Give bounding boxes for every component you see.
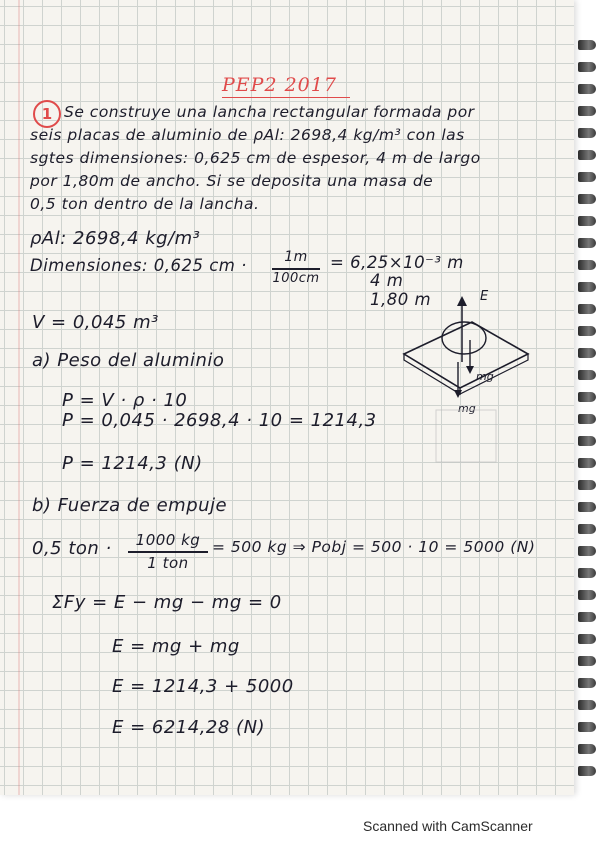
mg-label-1: mg: [476, 370, 494, 383]
spiral-ring: [578, 524, 596, 534]
dimensions-length: 4 m: [370, 271, 404, 290]
problem-number: 1: [33, 100, 61, 128]
page-title: PEP2 2017: [222, 74, 337, 96]
spiral-ring: [578, 414, 596, 424]
statement-line-3: sgtes dimensiones: 0,625 cm de espesor, 4 m de largo: [30, 149, 481, 167]
spiral-ring: [578, 590, 596, 600]
statement-line-5: 0,5 ton dentro de la lancha.: [30, 195, 260, 213]
spiral-ring: [578, 348, 596, 358]
spiral-ring: [578, 678, 596, 688]
spiral-ring: [578, 172, 596, 182]
notebook-spiral: [574, 40, 599, 800]
spiral-ring: [578, 84, 596, 94]
spiral-ring: [578, 546, 596, 556]
spiral-ring: [578, 238, 596, 248]
spiral-ring: [578, 326, 596, 336]
spiral-ring: [578, 260, 596, 270]
scanner-watermark: Scanned with CamScanner: [363, 818, 533, 834]
spiral-ring: [578, 700, 596, 710]
spiral-ring: [578, 480, 596, 490]
spiral-ring: [578, 392, 596, 402]
buoyancy-arrow-head: [457, 296, 467, 306]
part-a-substitution: P = 0,045 · 2698,4 · 10 = 1214,3: [62, 410, 377, 431]
spiral-ring: [578, 150, 596, 160]
lancha-plate: [404, 322, 528, 388]
spiral-ring: [578, 656, 596, 666]
dimensions-fraction-den: 100cm: [272, 271, 320, 286]
dimensions-fraction-bar: [272, 268, 320, 270]
buoyancy-label: E: [480, 289, 489, 304]
statement-line-4: por 1,80m de ancho. Si se deposita una masa de: [30, 172, 434, 190]
dimensions-fraction-num: 1m: [284, 249, 308, 265]
part-a-result: P = 1214,3 (N): [62, 453, 203, 474]
spiral-ring: [578, 62, 596, 72]
spiral-ring: [578, 568, 596, 578]
dimensions-label: Dimensiones: 0,625 cm ·: [30, 256, 247, 275]
spiral-ring: [578, 106, 596, 116]
page-margin: [18, 0, 20, 795]
spiral-ring: [578, 502, 596, 512]
spiral-ring: [578, 634, 596, 644]
statement-line-1: Se construye una lancha rectangular formada por: [64, 103, 475, 121]
spiral-ring: [578, 282, 596, 292]
part-b-mass-result: = 500 kg ⇒ Pobj = 500 · 10 = 5000 (N): [212, 538, 536, 556]
spiral-ring: [578, 766, 596, 776]
part-b-fraction-bar: [128, 551, 208, 553]
spiral-ring: [578, 194, 596, 204]
volume-line: V = 0,045 m³: [32, 312, 159, 333]
mg-label-2: mg: [458, 402, 476, 415]
dimensions-width: 1,80 m: [370, 290, 432, 309]
free-body-diagram: [392, 282, 532, 472]
spiral-ring: [578, 304, 596, 314]
spiral-ring: [578, 436, 596, 446]
part-a-heading: a) Peso del aluminio: [32, 350, 225, 371]
part-b-fraction-den: 1 ton: [147, 554, 189, 572]
mass-block: [442, 322, 486, 354]
part-b-mass-start: 0,5 ton ·: [32, 538, 112, 559]
spiral-ring: [578, 40, 596, 50]
faint-box: [436, 410, 496, 462]
spiral-ring: [578, 612, 596, 622]
spiral-ring: [578, 458, 596, 468]
part-b-fraction-num: 1000 kg: [135, 531, 201, 549]
part-b-sum-forces: ΣFy = E − mg − mg = 0: [52, 592, 282, 613]
part-a-formula: P = V · ρ · 10: [62, 390, 188, 411]
part-b-eq2: E = 1214,3 + 5000: [112, 676, 294, 697]
spiral-ring: [578, 370, 596, 380]
part-b-eq1: E = mg + mg: [112, 636, 240, 657]
statement-line-2: seis placas de aluminio de ρAl: 2698,4 kg/m³ con las: [30, 126, 465, 144]
mg-arrow-1-head: [466, 366, 474, 374]
dimensions-result: = 6,25×10⁻³ m: [330, 253, 464, 272]
part-b-eq3: E = 6214,28 (N): [112, 717, 266, 738]
part-b-heading: b) Fuerza de empuje: [32, 495, 228, 516]
spiral-ring: [578, 744, 596, 754]
spiral-ring: [578, 722, 596, 732]
density-line: ρAl: 2698,4 kg/m³: [30, 228, 201, 249]
spiral-ring: [578, 216, 596, 226]
spiral-ring: [578, 128, 596, 138]
title-underline: [222, 97, 350, 98]
